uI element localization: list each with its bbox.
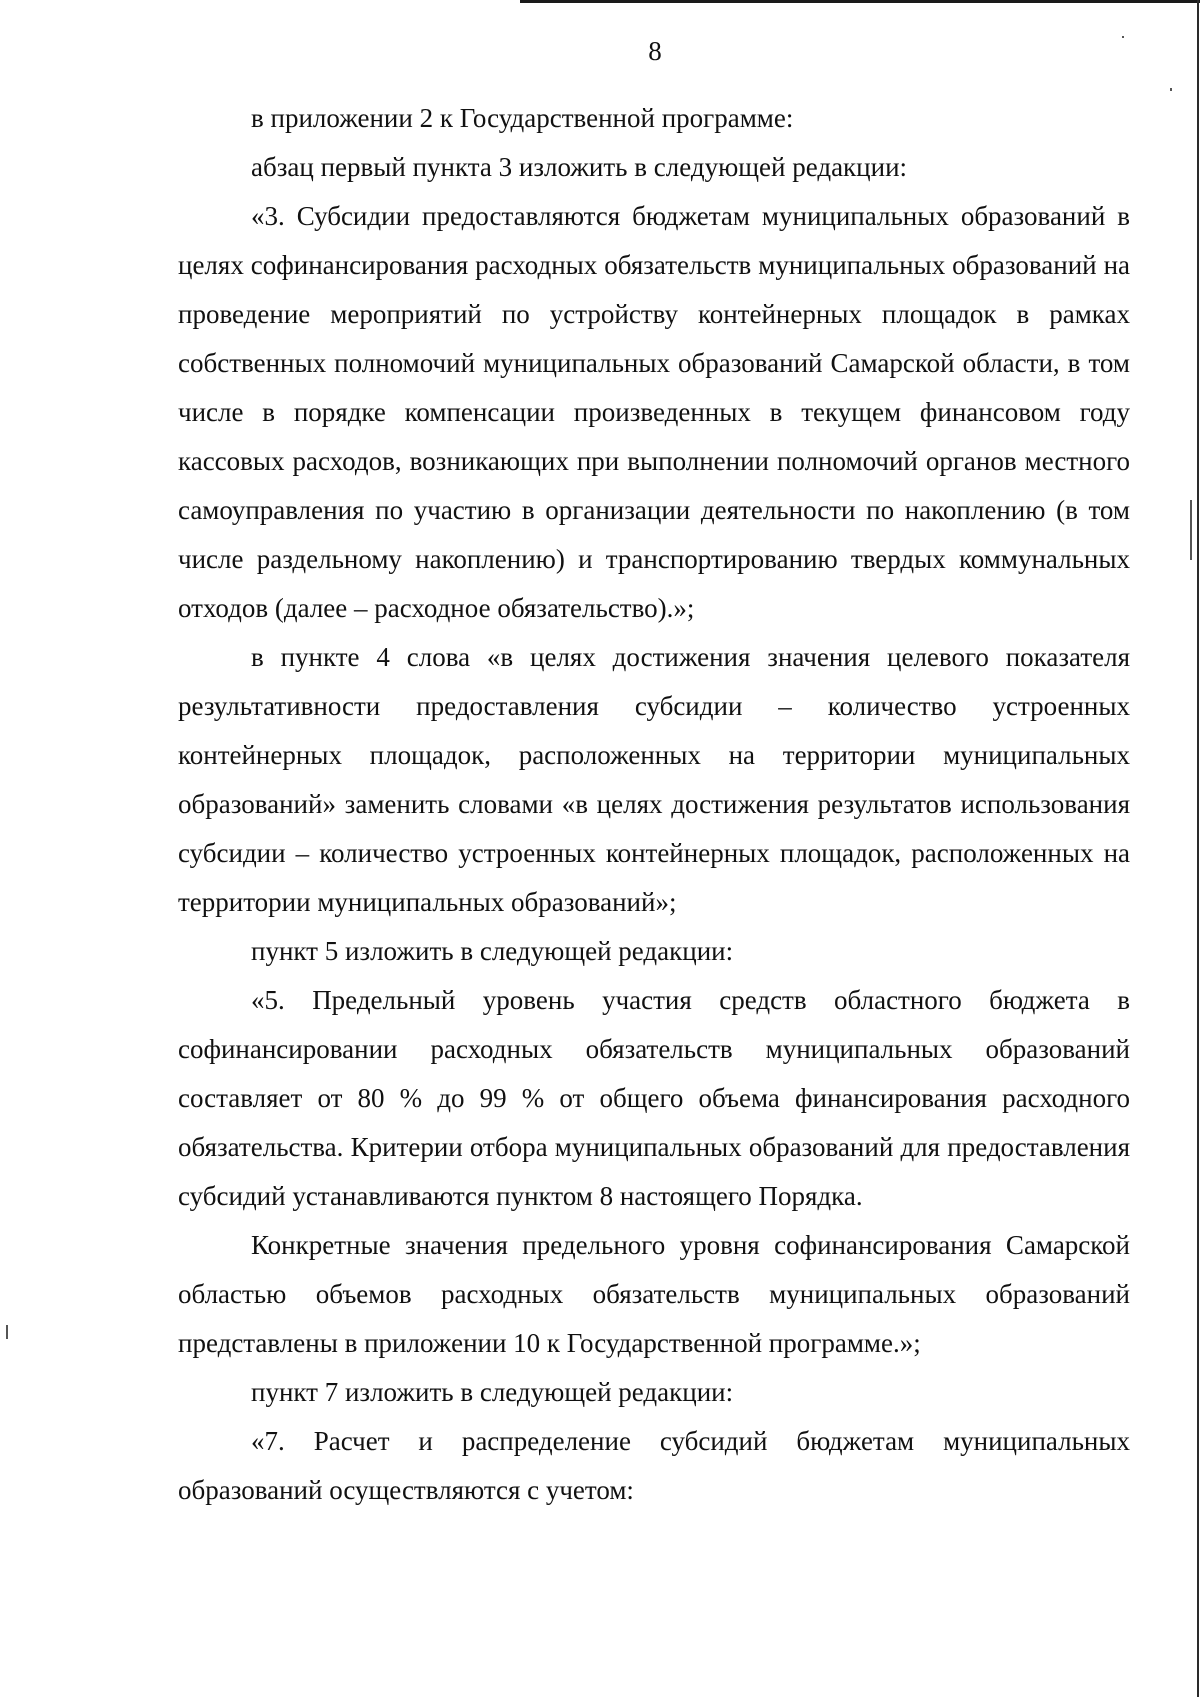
- document-body: [178, 94, 1130, 1515]
- scan-top-border: [520, 0, 1200, 3]
- scan-right-border: [1197, 0, 1199, 1697]
- paragraph: «5. Предельный уровень участия средств областного бюджета в софинансировании расходных обязательств муниципальных образований составляет от 80 % до 99 % от общего объема финансирования расходного обязательства. Критерии отбора муниципальных образований для предоставления субсидий устанавливаются пунктом 8 настоящего Порядка.: [178, 985, 1130, 1211]
- page-number: 8: [648, 36, 662, 66]
- paragraph: абзац первый пункта 3 изложить в следующей редакции:: [251, 152, 908, 182]
- paragraph: Конкретные значения предельного уровня софинансирования Самарской областью объемов расходных обязательств муниципальных образований представлены в приложении 10 к Государственной программе.»;: [178, 1230, 1130, 1358]
- scan-mark: [1190, 500, 1192, 560]
- paragraph: пункт 5 изложить в следующей редакции:: [251, 936, 734, 966]
- scan-mark: [6, 1325, 8, 1339]
- scan-mark: [1170, 88, 1172, 91]
- paragraph: «3. Субсидии предоставляются бюджетам муниципальных образований в целях софинансирования расходных обязательств муниципальных образований на проведение мероприятий по устройству контейнерных площадок в рамках собственных полномочий муниципальных образований Самарской области, в том числе в порядке компенсации произведенных в текущем финансовом году кассовых расходов, возникающих при выполнении полномочий органов местного самоуправления по участию в организации деятельности по накоплению (в том числе раздельному накоплению) и транспортированию твердых коммунальных отходов (далее – расходное обязательство).»;: [178, 201, 1130, 623]
- paragraph: пункт 7 изложить в следующей редакции:: [251, 1377, 734, 1407]
- paragraph: «7. Расчет и распределение субсидий бюджетам муниципальных образований осуществляются с учетом:: [178, 1426, 1130, 1505]
- paragraph: в пункте 4 слова «в целях достижения значения целевого показателя результативности предоставления субсидии – количество устроенных контейнерных площадок, расположенных на территории муниципальных образований» заменить словами «в целях достижения результатов использования субсидии – количество устроенных контейнерных площадок, расположенных на территории муниципальных образований»;: [178, 642, 1130, 917]
- paragraph: в приложении 2 к Государственной программе:: [251, 103, 794, 133]
